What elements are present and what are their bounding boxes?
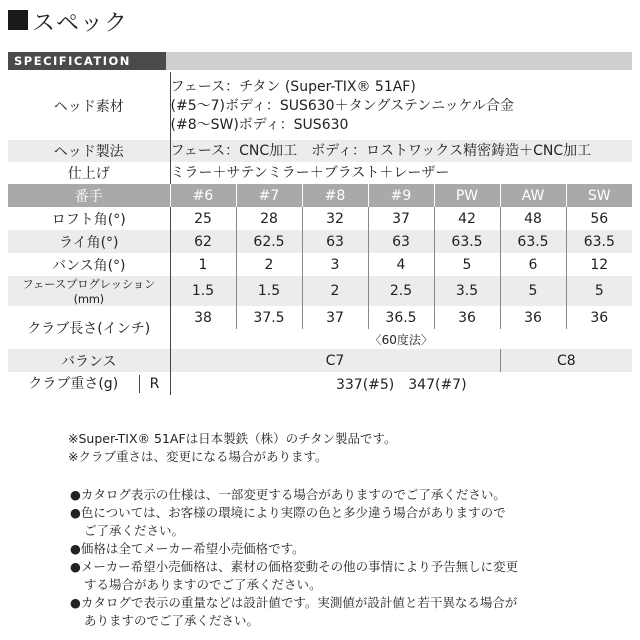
finish-text: ミラー＋サテンミラー＋ブラスト＋レーザー: [170, 164, 450, 181]
bullet-line: する場合がありますのでご了承ください。: [84, 577, 322, 592]
bounce-cell: 4: [368, 253, 434, 276]
lie-cell: 62: [170, 230, 236, 253]
loft-cell: 37: [368, 207, 434, 230]
row-finish: [8, 162, 632, 184]
length-cell: 36: [566, 306, 632, 329]
bounce-cell: 5: [434, 253, 500, 276]
lie-cell: 63: [368, 230, 434, 253]
face-progression-cell: 1.5: [170, 276, 236, 306]
length-cell: 36: [500, 306, 566, 329]
bullet-notes: [70, 486, 518, 630]
face-progression-cell: 2.5: [368, 276, 434, 306]
length-cell: 38: [194, 309, 212, 326]
bullet-line: ●カタログで表示の重量などは設計値です。実測値が設計値と若干異なる場合が: [70, 595, 518, 610]
loft-cell: 56: [566, 207, 632, 230]
bullet-line: ●色については、お客様の環境により実際の色と多少違う場合がありますので: [70, 505, 506, 520]
weight-text: 337(#5) 347(#7): [335, 376, 467, 393]
bullet-line: ご了承ください。: [84, 523, 185, 538]
row-bounce: [8, 253, 632, 276]
lie-cell: 63.5: [500, 230, 566, 253]
label-head-material: ヘッド素材: [8, 72, 170, 140]
face-progression-cell: 2: [302, 276, 368, 306]
number-cell: #8: [302, 184, 368, 207]
section-heading-text: スペック: [32, 9, 128, 36]
row-head-method: [8, 140, 632, 162]
label-flex: R: [149, 375, 160, 392]
lie-cell: 63: [302, 230, 368, 253]
loft-cell: 28: [236, 207, 302, 230]
balance-c8: C8: [500, 349, 632, 372]
label-number: 番手: [8, 184, 170, 207]
label-loft: ロフト角(°): [8, 207, 170, 230]
face-progression-cell: 3.5: [434, 276, 500, 306]
face-progression-cell: 5: [566, 276, 632, 306]
row-balance: [8, 349, 632, 372]
square-bullet-icon: [8, 10, 28, 30]
number-cell: SW: [566, 184, 632, 207]
specification-label: SPECIFICATION: [8, 52, 166, 70]
head-method-text: フェース：CNC加工 ボディ：ロストワックス精密鋳造＋CNC加工: [170, 140, 632, 162]
number-cell: #9: [368, 184, 434, 207]
row-number: [8, 184, 632, 207]
bounce-cell: 12: [566, 253, 632, 276]
balance-c7: C7: [170, 349, 500, 372]
bounce-cell: 6: [500, 253, 566, 276]
label-finish: 仕上げ: [8, 162, 170, 184]
spec-table: [8, 72, 632, 395]
bounce-cell: 1: [198, 256, 208, 273]
bullet-line: ●価格は全てメーカー希望小売価格です。: [70, 541, 305, 556]
note-line: ※クラブ重さは、変更になる場合があります。: [68, 449, 328, 464]
head-material-text: [170, 72, 632, 140]
label-weight-cell: [8, 372, 170, 395]
loft-cell: 42: [434, 207, 500, 230]
face-progression-cell: 1.5: [236, 276, 302, 306]
label-bounce: バンス角(°): [8, 253, 170, 276]
bullet-line: ●カタログ表示の仕様は、一部変更する場合がありますのでご了承ください。: [70, 487, 506, 502]
length-cell: 36: [434, 306, 500, 329]
bounce-cell: 2: [236, 253, 302, 276]
loft-cell: 48: [500, 207, 566, 230]
row-lie: [8, 230, 632, 253]
section-heading: [8, 4, 128, 36]
label-weight: クラブ重さ(g): [8, 375, 140, 393]
loft-cell: 25: [194, 210, 212, 227]
row-loft: [8, 207, 632, 230]
number-cell: AW: [500, 184, 566, 207]
row-head-material: [8, 72, 632, 140]
label-balance: バランス: [8, 349, 170, 372]
head-material-line-2: (#5〜7)ボディ：SUS630＋タングステンニッケル合金: [170, 97, 514, 114]
bounce-cell: 3: [302, 253, 368, 276]
specification-bar: [8, 52, 632, 70]
length-cell: 36.5: [368, 306, 434, 329]
number-cell: #7: [236, 184, 302, 207]
length-cell: 37: [302, 306, 368, 329]
row-length: [8, 306, 632, 329]
row-weight: [8, 372, 632, 395]
face-progression-cell: 5: [500, 276, 566, 306]
note-line: ※Super-TIX® 51AFは日本製鉄（株）のチタン製品です。: [68, 431, 397, 446]
label-head-method: ヘッド製法: [8, 140, 170, 162]
bullet-line: ●メーカー希望小売価格は、素材の価格変動その他の事情により予告無しに変更: [70, 559, 519, 574]
label-face-progression: フェースプログレッション(mm): [8, 276, 170, 306]
length-cell: 37.5: [236, 306, 302, 329]
lie-cell: 63.5: [566, 230, 632, 253]
label-lie: ライ角(°): [8, 230, 170, 253]
number-cell: #6: [170, 184, 236, 207]
length-note: 〈60度法〉: [369, 332, 433, 347]
row-face-progression: [8, 276, 632, 306]
label-length: クラブ長さ(インチ): [8, 306, 170, 349]
loft-cell: 32: [302, 207, 368, 230]
bullet-line: ありますのでご了承ください。: [84, 613, 260, 628]
head-material-line-3: (#8〜SW)ボディ：SUS630: [170, 116, 349, 133]
number-cell: PW: [434, 184, 500, 207]
head-material-line-1: フェース：チタン (Super-TIX® 51AF): [170, 78, 416, 95]
lie-cell: 62.5: [236, 230, 302, 253]
lie-cell: 63.5: [434, 230, 500, 253]
notes: [68, 430, 397, 466]
